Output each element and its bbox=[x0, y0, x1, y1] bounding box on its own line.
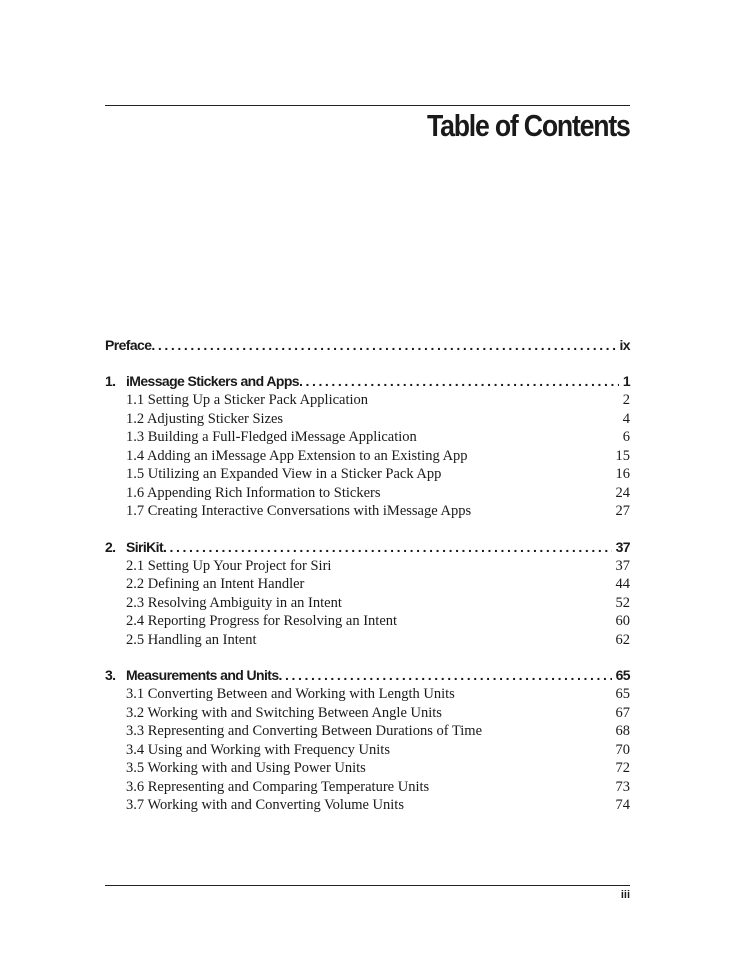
toc-item-page: 72 bbox=[615, 760, 630, 776]
toc-item-label: 1.6 Appending Rich Information to Stickers bbox=[126, 484, 381, 501]
toc-item-label: 1.7 Creating Interactive Conversations with iMessage Apps bbox=[126, 503, 472, 519]
toc-item[interactable] bbox=[105, 741, 630, 760]
toc-item-page: 60 bbox=[615, 613, 630, 629]
toc-item-label: 3.5 Working with and Using Power Units bbox=[126, 760, 366, 776]
dot-leader bbox=[163, 537, 612, 557]
chapter-entry[interactable] bbox=[105, 371, 630, 391]
toc-item[interactable] bbox=[105, 612, 630, 631]
toc-item[interactable] bbox=[105, 428, 630, 447]
chapter-block bbox=[105, 537, 630, 650]
bottom-rule bbox=[105, 885, 630, 886]
toc-item-label: 2.5 Handling an Intent bbox=[126, 631, 257, 648]
chapter-title: SiriKit bbox=[126, 538, 164, 555]
chapter-entry[interactable] bbox=[105, 537, 630, 557]
dot-leader bbox=[279, 665, 612, 685]
toc-item-label: 3.1 Converting Between and Working with Length Units bbox=[126, 686, 455, 702]
toc-item[interactable] bbox=[105, 685, 630, 704]
toc-item-page: 68 bbox=[615, 723, 630, 739]
chapter-number: 1. bbox=[105, 373, 116, 389]
toc-item-label: 2.3 Resolving Ambiguity in an Intent bbox=[126, 594, 342, 611]
toc-item-page: 16 bbox=[615, 466, 630, 482]
preface-page: ix bbox=[619, 337, 630, 353]
toc-item-page: 6 bbox=[622, 429, 630, 445]
toc-item-page: 4 bbox=[622, 410, 630, 427]
toc-item-label: 2.2 Defining an Intent Handler bbox=[126, 576, 305, 592]
toc-item[interactable] bbox=[105, 796, 630, 815]
table-of-contents bbox=[105, 335, 630, 815]
toc-item-label: 2.4 Reporting Progress for Resolving an Intent bbox=[126, 613, 398, 629]
toc-item[interactable] bbox=[105, 594, 630, 613]
toc-item-label: 2.1 Setting Up Your Project for Siri bbox=[126, 557, 332, 574]
toc-item-label: 3.3 Representing and Converting Between Durations of Time bbox=[126, 723, 483, 739]
page-number: iii bbox=[620, 889, 630, 901]
toc-item[interactable] bbox=[105, 502, 630, 521]
toc-item-label: 1.5 Utilizing an Expanded View in a Sticker Pack App bbox=[126, 466, 442, 482]
toc-item[interactable] bbox=[105, 557, 630, 576]
toc-item-label: 3.4 Using and Working with Frequency Units bbox=[126, 741, 390, 758]
chapter-number: 3. bbox=[105, 667, 116, 683]
toc-item-page: 27 bbox=[615, 503, 630, 519]
chapter-page: 65 bbox=[615, 667, 630, 683]
dot-leader bbox=[151, 335, 615, 355]
toc-item[interactable] bbox=[105, 410, 630, 429]
chapter-page: 1 bbox=[622, 373, 630, 389]
chapter-number: 2. bbox=[105, 538, 116, 555]
toc-item[interactable] bbox=[105, 704, 630, 723]
toc-item-page: 52 bbox=[615, 594, 630, 611]
toc-item[interactable] bbox=[105, 575, 630, 594]
chapter-title: Measurements and Units bbox=[126, 667, 279, 683]
toc-item[interactable] bbox=[105, 722, 630, 741]
toc-item-page: 44 bbox=[615, 576, 630, 592]
toc-item-label: 1.3 Building a Full-Fledged iMessage Application bbox=[126, 429, 417, 445]
chapter-page: 37 bbox=[615, 538, 630, 555]
toc-item-page: 37 bbox=[615, 557, 630, 574]
preface-entry[interactable] bbox=[105, 335, 630, 355]
toc-item-page: 2 bbox=[622, 392, 630, 408]
toc-item-label: 3.7 Working with and Converting Volume Units bbox=[126, 797, 404, 813]
toc-item[interactable] bbox=[105, 484, 630, 503]
toc-item[interactable] bbox=[105, 778, 630, 797]
chapter-block bbox=[105, 371, 630, 521]
toc-item-page: 15 bbox=[615, 447, 630, 464]
toc-item-page: 24 bbox=[615, 484, 630, 501]
toc-item-label: 3.2 Working with and Switching Between Angle Units bbox=[126, 704, 442, 721]
toc-item[interactable] bbox=[105, 465, 630, 484]
toc-item[interactable] bbox=[105, 391, 630, 410]
toc-item-page: 74 bbox=[615, 797, 630, 813]
toc-item-page: 73 bbox=[615, 778, 630, 795]
chapter-title: iMessage Stickers and Apps bbox=[126, 373, 299, 389]
preface-label: Preface bbox=[105, 337, 152, 353]
toc-item-page: 62 bbox=[615, 631, 630, 648]
chapter-block bbox=[105, 665, 630, 815]
toc-item-label: 1.2 Adjusting Sticker Sizes bbox=[126, 410, 284, 427]
toc-item-label: 3.6 Representing and Comparing Temperature Units bbox=[126, 778, 430, 795]
toc-item-label: 1.4 Adding an iMessage App Extension to an Existing App bbox=[126, 447, 468, 464]
chapter-list bbox=[105, 371, 630, 815]
toc-item-label: 1.1 Setting Up a Sticker Pack Application bbox=[126, 392, 369, 408]
toc-item[interactable] bbox=[105, 447, 630, 466]
toc-item[interactable] bbox=[105, 631, 630, 650]
chapter-entry[interactable] bbox=[105, 665, 630, 685]
toc-item-page: 65 bbox=[615, 686, 630, 702]
page-title: Table of Contents bbox=[427, 108, 630, 143]
dot-leader bbox=[299, 371, 619, 391]
toc-item-page: 67 bbox=[615, 704, 630, 721]
toc-item[interactable] bbox=[105, 759, 630, 778]
toc-item-page: 70 bbox=[615, 741, 630, 758]
